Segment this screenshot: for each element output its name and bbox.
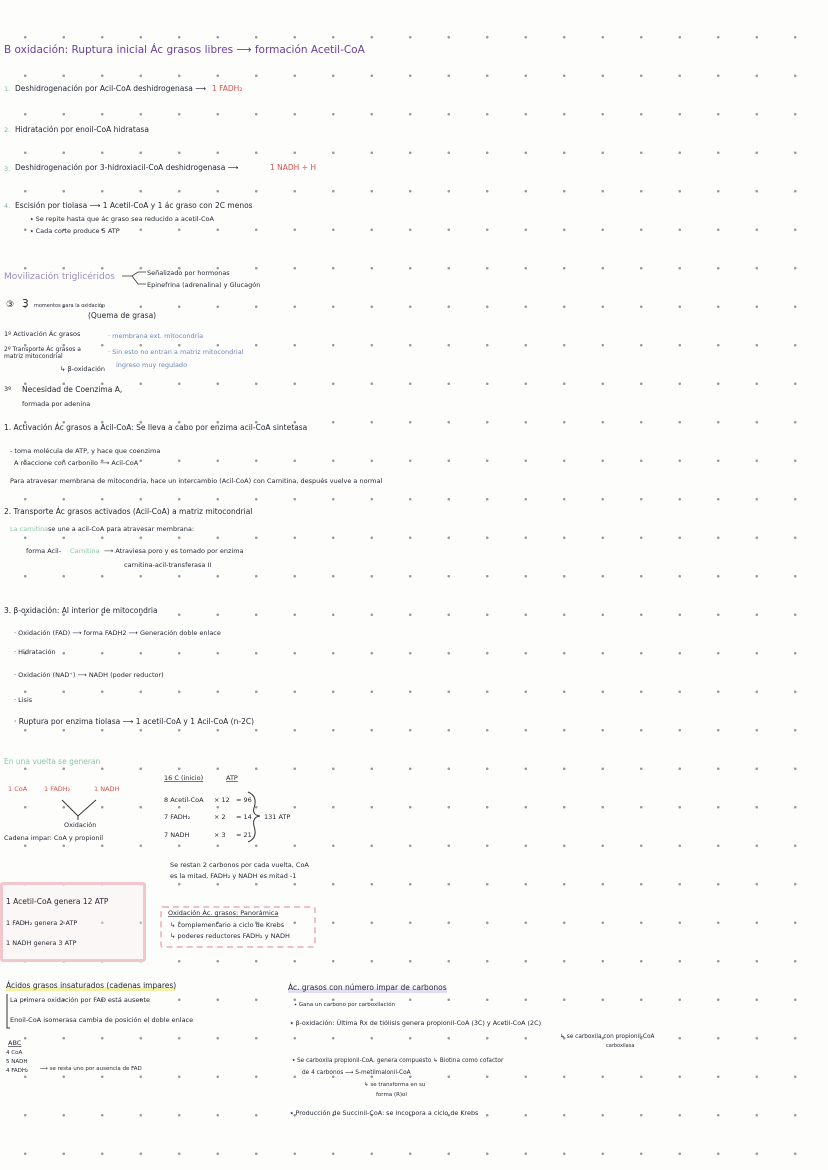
step-4-number: 4. <box>4 202 11 210</box>
betaox-item-3: · Oxidación (NAD⁺) ⟶ NADH (poder reductor) <box>14 671 164 679</box>
abc-item-2: 5 NADH <box>6 1059 28 1065</box>
transporte-title: 2. Transporte Ác grasos activados (Acil-CoA) a matriz mitocondrial <box>4 507 253 516</box>
panoramica-line-2: ↳ poderes reductores FADH₂ y NADH <box>170 932 290 940</box>
momento-2-label: 2º Transporte Ác grasos a matriz mitocondrial <box>4 346 81 360</box>
impar-line-6: ↳ se transforma en su <box>364 1082 426 1088</box>
momento-3-label: ↳ β-oxidación <box>60 365 106 373</box>
impar-line-1: ⭑ Gana un carbono por carboxilación <box>294 1002 396 1008</box>
activacion-line-2: A reaccione con carbonilo ⟶ Acil-CoA <box>14 459 139 467</box>
betaox-title: 3. β-oxidación: Al interior de mitocondria <box>4 606 158 615</box>
transporte-line-3: carnitina-acil-transferasa II <box>124 561 212 569</box>
step-1-number: 1. <box>4 85 11 93</box>
momentos-circle: ③ <box>6 300 15 310</box>
betaox-item-2: · Hidratación <box>14 648 56 656</box>
page-title: B oxidación: Ruptura inicial Ác grasos libres ⟶ formación Acetil-CoA <box>4 44 365 56</box>
atp-row-3-label: 7 NADH <box>164 831 190 839</box>
momentos-suffix: (Quema de grasa) <box>88 311 157 320</box>
momento-2-note-2: ingreso muy regulado <box>116 361 188 369</box>
insaturados-line-1: La primera oxidación por FAD está ausente <box>10 996 151 1004</box>
transporte-line-1: se une a acil-CoA para atravesar membrana: <box>48 525 195 533</box>
abc-note: ⟶ se resta uno por ausencia de FAD <box>40 1066 142 1072</box>
impar-line-7: forma (R)ol <box>376 1092 407 1098</box>
step-4-note-2: ⭑ Cada corte produce 5 ATP <box>30 227 120 235</box>
panoramica-line-1: ↳ complementario a ciclo de Krebs <box>170 921 285 929</box>
movilizacion-branch-2: Epinefrina (adrenalina) y Glucagón <box>147 281 261 289</box>
vuelta-title: En una vuelta se generan <box>4 757 101 766</box>
impar-title: Ác. grasos con número impar de carbonos <box>288 983 447 992</box>
step-2-number: 2. <box>4 126 11 134</box>
step-3-product: 1 NADH + H <box>270 163 317 172</box>
atp-summary-line-2: 1 FADH₂ genera 2 ATP <box>6 919 78 927</box>
abc-item-1: 4 CoA <box>6 1050 23 1056</box>
impar-line-2: ⭑ β-oxidación: Última Rx de tiólisis genera propionil-CoA (3C) y Acetil-CoA (2C) <box>290 1019 542 1027</box>
transporte-line-2a: forma Acil- <box>26 547 62 555</box>
betaox-item-4: · Lisis <box>14 696 33 704</box>
necesidad-coenzima: Necesidad de Coenzima A, <box>22 385 123 394</box>
step-2-text: Hidratación por enoil-CoA hidratasa <box>15 125 149 134</box>
panoramica-title: Oxidación Ác. grasos: Panorámica <box>168 909 279 917</box>
atp-total: 131 ATP <box>264 813 291 821</box>
activacion-title: 1. Activación Ác grasos a Acil-CoA: Se lleva a cabo por enzima acil-CoA sintetasa <box>4 423 308 432</box>
activacion-line-1: - toma molécula de ATP, y hace que coenzima <box>10 447 161 455</box>
momento-3-head: 3º <box>4 385 12 393</box>
momento-1-label: 1º Activación Ác grasos <box>4 330 81 338</box>
impar-line-4: ⭑ Se carboxila propionil-CoA, genera compuesto ↳ Biotina como cofactor <box>292 1058 504 1064</box>
momentos-small: momentos para la oxidación <box>34 303 106 309</box>
atp-summary-line-3: 1 NADH genera 3 ATP <box>6 939 77 947</box>
vuelta-product-nadh: 1 NADH <box>94 785 120 793</box>
momento-2-note: · Sin esto no entran a matriz mitocondrial <box>108 348 244 356</box>
note-restan-2: es la mitad, FADH₂ y NADH es mitad -1 <box>170 872 297 880</box>
vuelta-oxidacion: Oxidación <box>64 821 97 829</box>
step-1-text: Deshidrogenación por Acil-CoA deshidrogenasa ⟶ <box>15 84 206 93</box>
atp-row-3-result: = 21 <box>236 831 252 839</box>
vuelta-cadena-impar: Cadena impar: CoA y propionil <box>4 834 104 842</box>
step-4-text: Escisión por tiolasa ⟶ 1 Acetil-CoA y 1 ác graso con 2C menos <box>15 201 253 210</box>
momento-1-note: · membrana ext. mitocondria <box>108 332 204 340</box>
abc-head: ABC <box>8 1039 22 1047</box>
atp-row-2-result: = 14 <box>236 813 252 821</box>
necesidad-adenina: formada por adenina <box>22 400 91 408</box>
impar-line-3: ↳ se carboxila con propionil-CoA <box>560 1034 655 1040</box>
betaox-item-5: · Ruptura por enzima tiolasa ⟶ 1 acetil-CoA y 1 Acil-CoA (n-2C) <box>14 717 254 726</box>
atp-row-2-label: 7 FADH₂ <box>164 813 191 821</box>
atp-summary-line-1: 1 Acetil-CoA genera 12 ATP <box>6 897 109 906</box>
step-3-number: 3. <box>4 165 11 173</box>
transporte-carnitina: La carnitina <box>10 525 49 533</box>
note-restan-1: Se restan 2 carbonos por cada vuelta, CoA <box>170 861 309 869</box>
transporte-line-2b: Carnitina <box>70 547 100 555</box>
atp-table-head-2: ATP <box>226 774 238 782</box>
transporte-line-2c: ⟶ Atraviesa poro y es tomado por enzima <box>104 547 244 555</box>
impar-line-3b: carboxilasa <box>606 1043 635 1049</box>
vuelta-product-coa: 1 CoA <box>8 785 28 793</box>
atp-row-2-op: × 2 <box>214 813 226 821</box>
activacion-line-3: Para atravesar membrana de mitocondria, hace un intercambio (Acil-CoA) con Carnitina, después vuelve a normal <box>10 477 383 485</box>
vuelta-product-fadh2: 1 FADH₂ <box>44 785 71 793</box>
insaturados-line-2: Enoil-CoA isomerasa cambia de posición el doble enlace <box>10 1016 194 1024</box>
movilizacion-branch-1: Señalizado por hormonas <box>147 269 230 277</box>
atp-row-1-result: = 96 <box>236 796 252 804</box>
abc-item-3: 4 FADH₂ <box>6 1068 29 1074</box>
step-3-text: Deshidrogenación por 3-hidroxiacil-CoA deshidrogenasa ⟶ <box>15 163 239 172</box>
atp-table-head-1: 16 C (inicio) <box>164 774 204 782</box>
momentos-number: 3 <box>22 298 29 310</box>
atp-row-3-op: × 3 <box>214 831 226 839</box>
step-4-note-1: ⭑ Se repite hasta que ác graso sea reducido a acetil-CoA <box>30 215 214 223</box>
atp-row-1-op: × 12 <box>214 796 230 804</box>
impar-line-5: de 4 carbonos ⟶ S-metilmalonil-CoA <box>302 1070 411 1076</box>
step-1-product: 1 FADH₂ <box>212 84 243 93</box>
impar-line-8: ⭑ Producción de Succinil-CoA: se incorpora a ciclo de Krebs <box>290 1109 479 1117</box>
atp-row-1-label: 8 Acetil-CoA <box>164 796 204 804</box>
insaturados-title: Ácidos grasos insaturados (cadenas impares) <box>6 981 177 990</box>
betaox-item-1: · Oxidación (FAD) ⟶ forma FADH2 ⟶ Generación doble enlace <box>14 629 221 637</box>
movilizacion-title: Movilización triglicéridos <box>4 272 115 282</box>
